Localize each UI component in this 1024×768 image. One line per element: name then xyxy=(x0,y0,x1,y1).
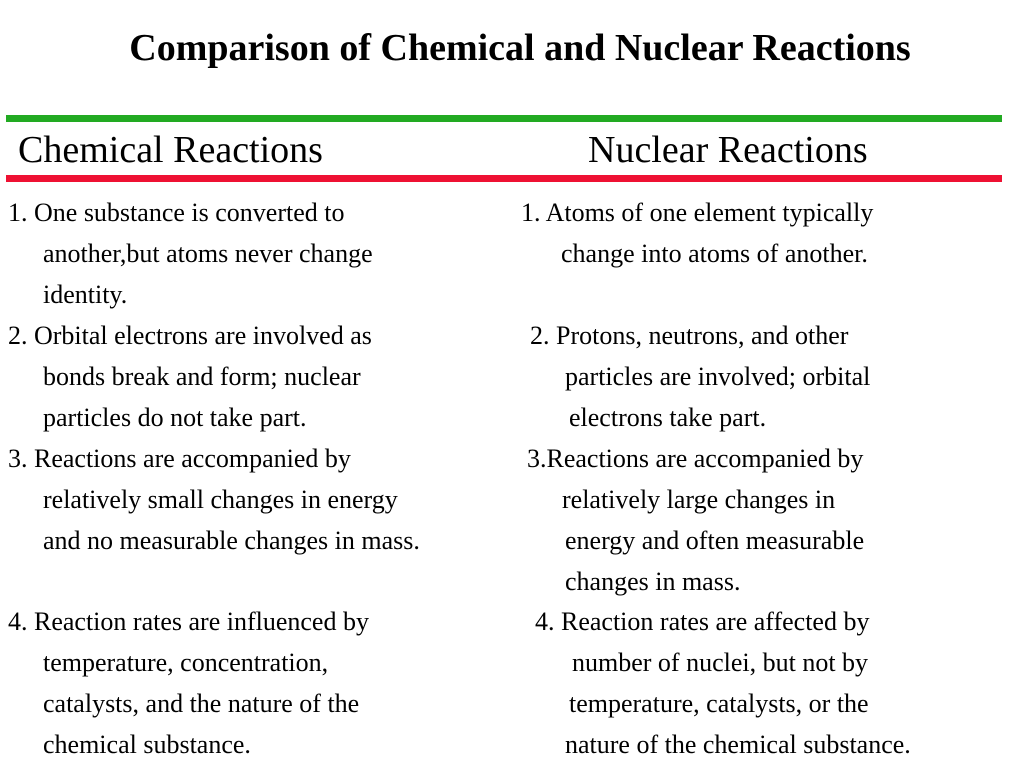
nuclear-item-3-line-2: relatively large changes in xyxy=(562,485,836,514)
nuclear-column-heading: Nuclear Reactions xyxy=(588,129,868,171)
bottom-divider xyxy=(6,175,1002,182)
nuclear-item-3-line-4: changes in mass. xyxy=(565,567,741,596)
chemical-item-4-line-1: 4. Reaction rates are influenced by xyxy=(8,607,369,636)
top-divider xyxy=(6,115,1002,122)
nuclear-item-2-line-3: electrons take part. xyxy=(569,403,767,432)
chemical-item-1-line-2: another,but atoms never change xyxy=(43,239,373,268)
chemical-item-4-line-4: chemical substance. xyxy=(43,730,251,759)
slide-title: Comparison of Chemical and Nuclear Reactions xyxy=(129,27,911,69)
chemical-item-2-line-2: bonds break and form; nuclear xyxy=(43,362,361,391)
nuclear-item-3-line-3: energy and often measurable xyxy=(565,526,865,555)
nuclear-item-4-line-4: nature of the chemical substance. xyxy=(565,730,911,759)
chemical-column-heading: Chemical Reactions xyxy=(18,129,323,171)
chemical-item-2-line-1: 2. Orbital electrons are involved as xyxy=(8,321,372,350)
nuclear-item-1-line-1: 1. Atoms of one element typically xyxy=(521,198,874,227)
nuclear-item-2-line-1: 2. Protons, neutrons, and other xyxy=(530,321,849,350)
nuclear-item-4-line-3: temperature, catalysts, or the xyxy=(569,689,869,718)
chemical-item-1-line-1: 1. One substance is converted to xyxy=(8,198,345,227)
nuclear-item-2-line-2: particles are involved; orbital xyxy=(565,362,871,391)
chemical-item-3-line-2: relatively small changes in energy xyxy=(43,485,398,514)
nuclear-item-4-line-1: 4. Reaction rates are affected by xyxy=(535,607,870,636)
nuclear-item-4-line-2: number of nuclei, but not by xyxy=(572,648,869,677)
nuclear-item-1-line-2: change into atoms of another. xyxy=(561,239,868,268)
chemical-item-4-line-2: temperature, concentration, xyxy=(43,648,329,677)
chemical-item-4-line-3: catalysts, and the nature of the xyxy=(43,689,360,718)
chemical-item-1-line-3: identity. xyxy=(43,280,128,309)
chemical-item-3-line-1: 3. Reactions are accompanied by xyxy=(8,444,351,473)
chemical-item-2-line-3: particles do not take part. xyxy=(43,403,307,432)
nuclear-item-3-line-1: 3.Reactions are accompanied by xyxy=(527,444,864,473)
chemical-item-3-line-3: and no measurable changes in mass. xyxy=(43,526,420,555)
